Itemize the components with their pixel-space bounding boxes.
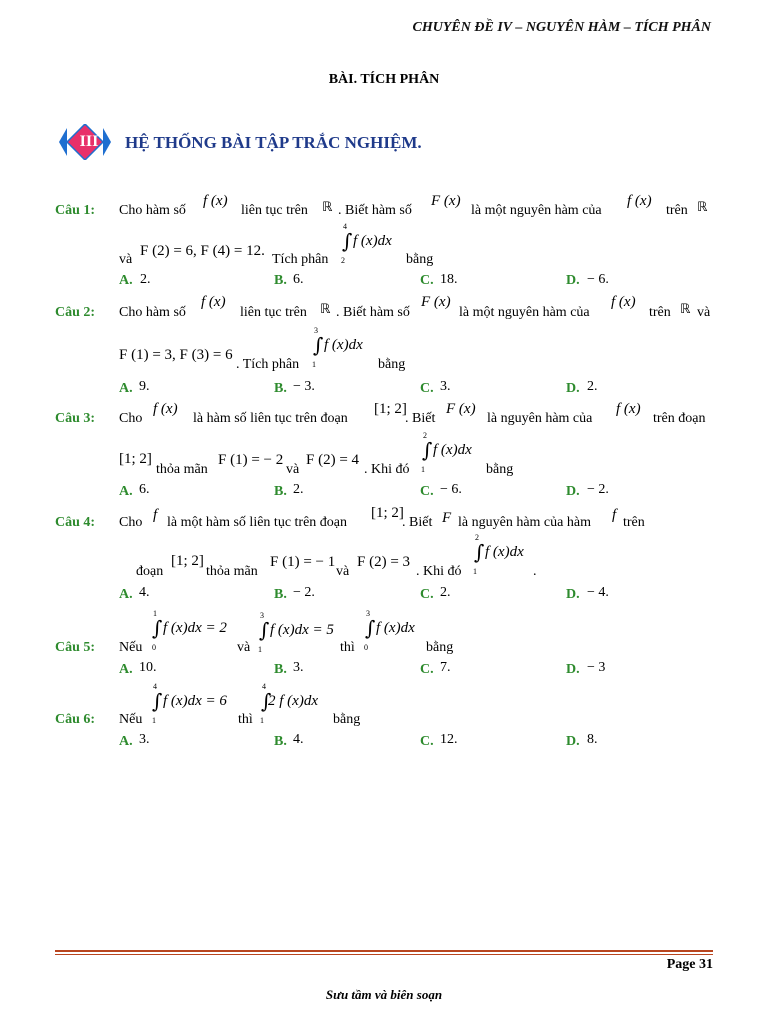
q5-i2-upper: 3	[260, 611, 264, 620]
q4-text: . Biết	[402, 515, 433, 530]
q1-text: trên	[666, 203, 688, 218]
q5-integral-2: f (x)dx = 5	[270, 622, 334, 638]
q1-text: Tích phân	[272, 252, 329, 267]
chapter-header: CHUYÊN ĐỀ IV – NGUYÊN HÀM – TÍCH PHÂN	[412, 20, 711, 35]
q5-text: thì	[340, 640, 355, 655]
q2-text: liên tục trên	[240, 305, 307, 320]
q2-option-c-label: C.	[420, 381, 434, 396]
q5-option-a: 10.	[139, 660, 157, 675]
q1-text: liên tục trên	[241, 203, 308, 218]
q4-text: thỏa mãn	[206, 564, 258, 579]
integral-icon: ∫	[152, 616, 163, 640]
q1-text: . Biết hàm số	[338, 203, 412, 218]
q3-text: Cho	[119, 411, 143, 426]
q2-option-d-label: D.	[566, 381, 580, 396]
q5-option-c-label: C.	[420, 662, 434, 677]
integral-icon: ∫	[259, 618, 270, 642]
q4-text: .	[533, 564, 537, 579]
q6-option-d-label: D.	[566, 734, 580, 749]
integral-icon: ∫	[313, 333, 324, 357]
q1-option-a: 2.	[140, 272, 151, 287]
q4-option-d: − 4.	[587, 585, 609, 600]
q2-text: . Tích phân	[236, 357, 300, 372]
q5-text: và	[237, 640, 251, 655]
q1-option-d: − 6.	[587, 272, 609, 287]
q2-option-b-label: B.	[274, 381, 287, 396]
q3-text: . Khi đó	[364, 462, 410, 477]
q4-option-c-label: C.	[420, 587, 434, 602]
q3-option-a-label: A.	[119, 484, 133, 499]
q6-i2-lower: 1	[260, 716, 264, 725]
q3-math-f: f (x)	[153, 401, 178, 417]
q1-text: và	[119, 252, 133, 267]
q2-math-F: F (x)	[421, 294, 451, 310]
q5-i1-upper: 1	[153, 609, 157, 618]
q5-text: Nếu	[119, 640, 143, 655]
q1-option-b-label: B.	[274, 273, 287, 288]
q4-text: và	[336, 564, 350, 579]
q4-option-c: 2.	[440, 585, 451, 600]
q4-text: trên	[623, 515, 645, 530]
q3-option-c: − 6.	[440, 482, 462, 497]
page-number: Page 31	[666, 957, 713, 972]
q1-math-f: f (x)	[627, 193, 652, 209]
q4-option-d-label: D.	[566, 587, 580, 602]
integral-icon: ∫	[342, 229, 353, 253]
q2-upper-bound: 3	[314, 326, 318, 335]
q3-text: thỏa mãn	[156, 462, 208, 477]
q3-option-d-label: D.	[566, 484, 580, 499]
q4-option-b: − 2.	[293, 585, 315, 600]
q1-math-F: F (x)	[431, 193, 461, 209]
q1-condition: F (2) = 6, F (4) = 12.	[140, 243, 265, 259]
q2-option-b: − 3.	[293, 379, 315, 394]
q5-option-a-label: A.	[119, 662, 133, 677]
q6-text: thì	[238, 712, 253, 727]
q2-lower-bound: 1	[312, 360, 316, 369]
q2-option-d: 2.	[587, 379, 598, 394]
q6-option-c-label: C.	[420, 734, 434, 749]
q6-integral-2: 2 f (x)dx	[268, 693, 318, 709]
q1-text: bằng	[406, 252, 434, 267]
q4-math-F: F	[442, 510, 452, 526]
q4-integrand: f (x)dx	[485, 544, 524, 560]
q6-text: bằng	[333, 712, 361, 727]
q6-option-a-label: A.	[119, 734, 133, 749]
integral-icon: ∫	[422, 438, 433, 462]
q6-text: Nếu	[119, 712, 143, 727]
q5-i3-lower: 0	[364, 643, 368, 652]
q1-real-set: ℝ	[322, 200, 333, 215]
footer-credit: Sưu tầm và biên soạn	[325, 987, 443, 1002]
q5-option-b: 3.	[293, 660, 304, 675]
q4-text: Cho	[119, 515, 143, 530]
q1-lower-bound: 2	[341, 256, 345, 265]
q3-condition-2: F (2) = 4	[306, 452, 360, 468]
q3-option-d: − 2.	[587, 482, 609, 497]
q2-real-set: ℝ	[680, 302, 691, 317]
q1-integrand: f (x)dx	[353, 233, 392, 249]
q5-option-b-label: B.	[274, 662, 287, 677]
section-title: HỆ THỐNG BÀI TẬP TRẮC NGHIỆM.	[125, 133, 422, 152]
q1-option-a-label: A.	[119, 273, 133, 288]
q6-option-c: 12.	[440, 732, 458, 747]
q2-math-f: f (x)	[201, 294, 226, 310]
q2-text: bằng	[378, 357, 406, 372]
q3-math-f: f (x)	[616, 401, 641, 417]
q3-option-b-label: B.	[274, 484, 287, 499]
q6-option-d: 8.	[587, 732, 598, 747]
q4-text: là nguyên hàm của hàm	[458, 515, 591, 530]
lesson-title: BÀI. TÍCH PHÂN	[328, 72, 440, 87]
q4-text: là một hàm số liên tục trên đoạn	[167, 515, 348, 530]
q6-i1-lower: 1	[152, 716, 156, 725]
q3-segment: [1; 2]	[374, 401, 407, 417]
section-number: III	[79, 133, 99, 150]
q6-option-a: 3.	[139, 732, 150, 747]
q6-integral-1: f (x)dx = 6	[163, 693, 227, 709]
q1-option-c-label: C.	[420, 273, 434, 288]
q3-upper-bound: 2	[423, 431, 427, 440]
q3-segment: [1; 2]	[119, 451, 152, 467]
q1-real-set: ℝ	[697, 200, 708, 215]
q5-i2-lower: 1	[258, 645, 262, 654]
q5-i3-upper: 3	[366, 609, 370, 618]
q4-math-f: f	[153, 507, 158, 523]
question-4-label: Câu 4:	[55, 515, 96, 530]
q2-text: và	[697, 305, 711, 320]
q1-text: là một nguyên hàm của	[471, 203, 602, 218]
q4-math-f: f	[612, 507, 617, 523]
q4-condition-1: F (1) = − 1	[270, 554, 336, 570]
q1-upper-bound: 4	[343, 222, 347, 231]
q2-text: là một nguyên hàm của	[459, 305, 590, 320]
q3-option-c-label: C.	[420, 484, 434, 499]
q2-option-a-label: A.	[119, 381, 133, 396]
q4-segment: [1; 2]	[171, 553, 204, 569]
q3-text: . Biết	[405, 411, 436, 426]
q5-integral-3: f (x)dx	[376, 620, 415, 636]
q4-option-b-label: B.	[274, 587, 287, 602]
q2-option-a: 9.	[139, 379, 150, 394]
q2-real-set: ℝ	[320, 302, 331, 317]
integral-icon: ∫	[261, 689, 272, 713]
q4-option-a-label: A.	[119, 587, 133, 602]
q2-text: Cho hàm số	[119, 305, 186, 320]
q1-option-b: 6.	[293, 272, 304, 287]
question-2-label: Câu 2:	[55, 305, 96, 320]
q1-option-d-label: D.	[566, 273, 580, 288]
q2-text: trên	[649, 305, 671, 320]
integral-icon: ∫	[365, 616, 376, 640]
q2-text: . Biết hàm số	[336, 305, 410, 320]
q3-math-F: F (x)	[446, 401, 476, 417]
q3-integrand: f (x)dx	[433, 442, 472, 458]
q2-integrand: f (x)dx	[324, 337, 363, 353]
q5-i1-lower: 0	[152, 643, 156, 652]
q4-upper-bound: 2	[475, 533, 479, 542]
integral-icon: ∫	[152, 689, 163, 713]
question-3-label: Câu 3:	[55, 411, 96, 426]
q3-option-b: 2.	[293, 482, 304, 497]
q5-integral-1: f (x)dx = 2	[163, 620, 227, 636]
q3-option-a: 6.	[139, 482, 150, 497]
q5-option-d-label: D.	[566, 662, 580, 677]
q1-option-c: 18.	[440, 272, 458, 287]
q4-condition-2: F (2) = 3	[357, 554, 411, 570]
question-1-label: Câu 1:	[55, 203, 96, 218]
q1-math-f: f (x)	[203, 193, 228, 209]
q4-text: . Khi đó	[416, 564, 462, 579]
q2-option-c: 3.	[440, 379, 451, 394]
q6-i1-upper: 4	[153, 682, 157, 691]
question-5-label: Câu 5:	[55, 640, 96, 655]
q6-option-b: 4.	[293, 732, 304, 747]
q1-text: Cho hàm số	[119, 203, 186, 218]
q5-option-c: 7.	[440, 660, 451, 675]
q3-text: trên đoạn	[653, 411, 706, 426]
q3-text: là hàm số liên tục trên đoạn	[193, 411, 348, 426]
q4-lower-bound: 1	[473, 567, 477, 576]
q2-condition: F (1) = 3, F (3) = 6	[119, 347, 233, 363]
q3-text: là nguyên hàm của	[487, 411, 593, 426]
footer-rule	[55, 950, 713, 955]
q3-text: và	[286, 462, 300, 477]
q3-lower-bound: 1	[421, 465, 425, 474]
q4-option-a: 4.	[139, 585, 150, 600]
q5-text: bằng	[426, 640, 454, 655]
q4-text: đoạn	[136, 564, 164, 579]
q5-option-d: − 3	[587, 660, 606, 675]
integral-icon: ∫	[474, 540, 485, 564]
q2-math-f: f (x)	[611, 294, 636, 310]
q3-condition-1: F (1) = − 2	[218, 452, 284, 468]
question-6-label: Câu 6:	[55, 712, 96, 727]
q3-text: bằng	[486, 462, 514, 477]
q6-option-b-label: B.	[274, 734, 287, 749]
q4-segment: [1; 2]	[371, 505, 404, 521]
q6-i2-upper: 4	[262, 682, 266, 691]
